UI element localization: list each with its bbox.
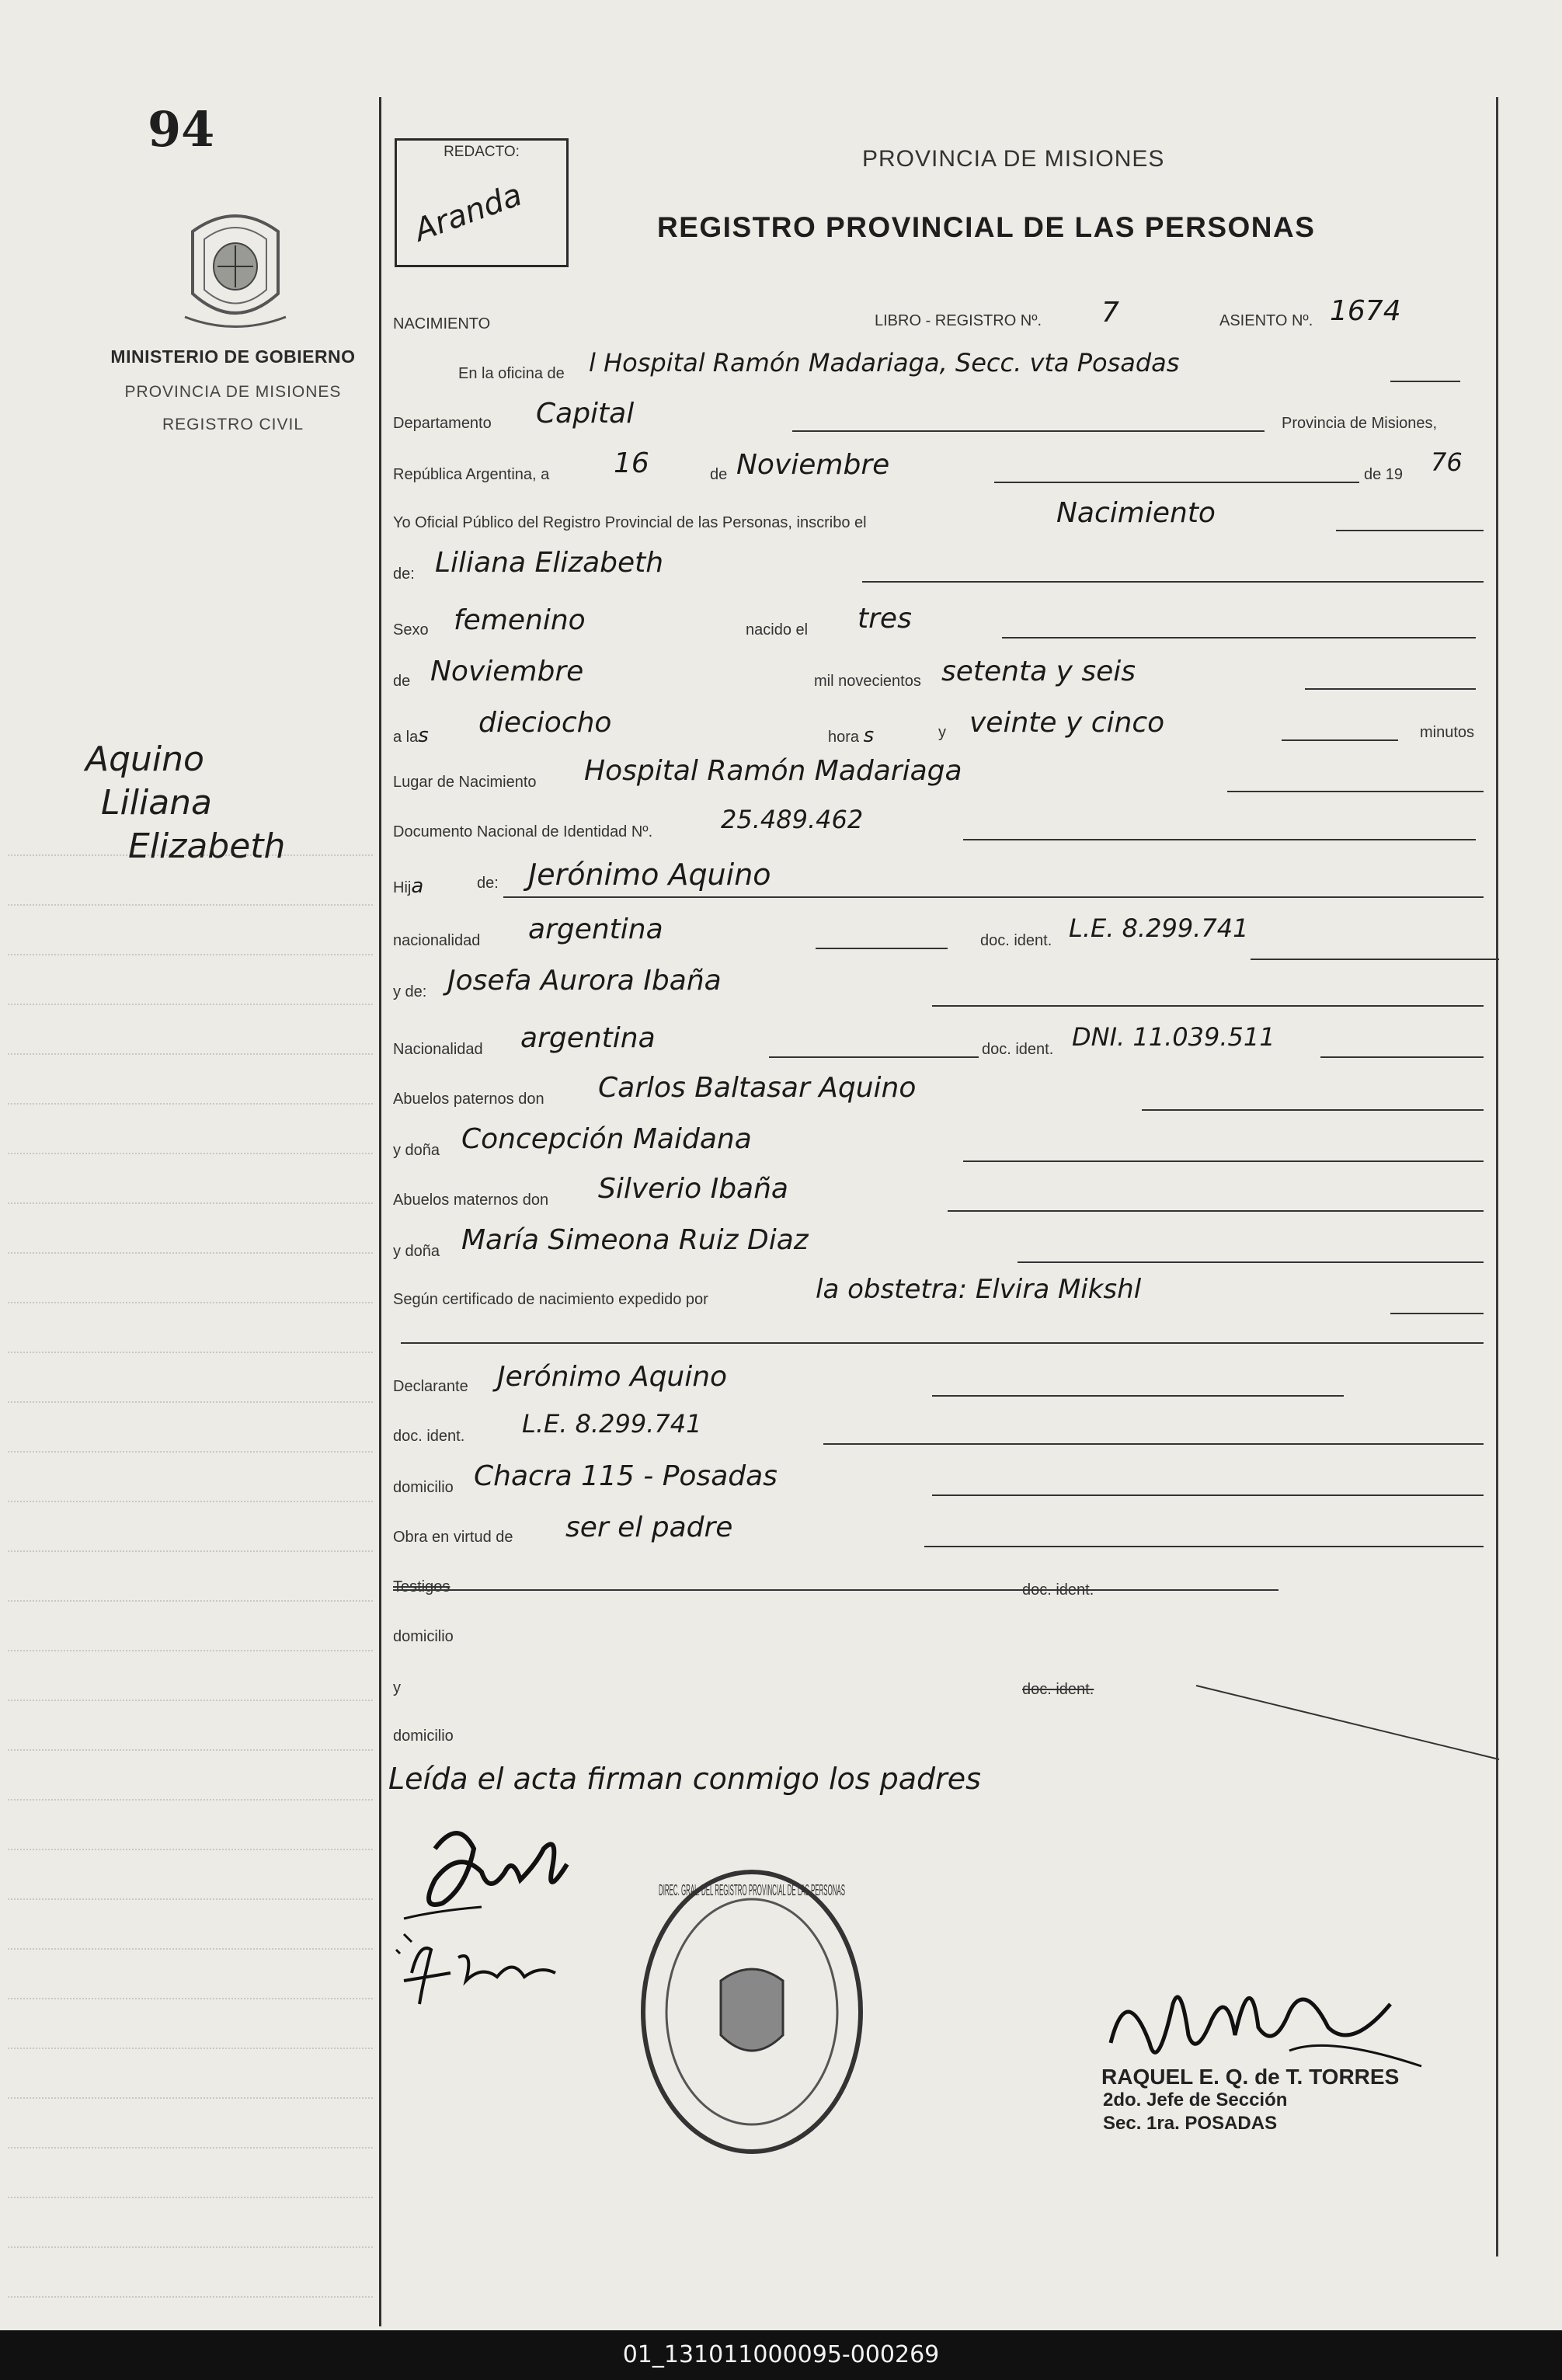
fill-line bbox=[823, 1443, 1484, 1445]
nacionalidad-madre-value: argentina bbox=[520, 1022, 656, 1054]
padre-value: Jerónimo Aquino bbox=[528, 858, 771, 892]
margin-note-line: Aquino bbox=[85, 739, 204, 779]
doc-declarante-value: L.E. 8.299.741 bbox=[522, 1409, 702, 1439]
fill-line bbox=[862, 581, 1484, 583]
margin-rule bbox=[8, 1700, 373, 1701]
hij-suffix: a bbox=[411, 875, 424, 898]
coat-of-arms-icon bbox=[177, 200, 294, 332]
abuelo-materno-value: Silverio Ibaña bbox=[598, 1173, 788, 1205]
certificado-value: la obstetra: Elvira Mikshl bbox=[816, 1274, 1142, 1305]
margin-rule bbox=[8, 1998, 373, 1999]
fill-line bbox=[1305, 688, 1476, 690]
nacido-el-value: tres bbox=[858, 603, 912, 635]
margin-rule bbox=[8, 1501, 373, 1502]
fill-line bbox=[1336, 530, 1484, 531]
margin-note bbox=[85, 738, 285, 868]
redacto-label: REDACTO: bbox=[444, 144, 520, 160]
testigos-label: Testigos bbox=[393, 1578, 451, 1595]
fill-line bbox=[1282, 739, 1398, 741]
obra-label: Obra en virtud de bbox=[393, 1529, 513, 1546]
declarante-label: Declarante bbox=[393, 1378, 468, 1395]
testigo-y-label: y bbox=[393, 1679, 401, 1696]
signature-father bbox=[388, 1818, 645, 2020]
margin-rule bbox=[8, 1550, 373, 1552]
page-number: 94 bbox=[148, 101, 215, 158]
republica-label: República Argentina, a bbox=[393, 466, 550, 483]
sexo-label: Sexo bbox=[393, 621, 429, 638]
fill-line bbox=[994, 482, 1359, 483]
fill-line bbox=[963, 839, 1476, 840]
declarante-value: Jerónimo Aquino bbox=[497, 1361, 728, 1393]
asiento-value: 1674 bbox=[1330, 295, 1401, 327]
oficial-label: Yo Oficial Público del Registro Provincial de las Personas, inscribo el bbox=[393, 514, 867, 531]
minutos-label: minutos bbox=[1420, 724, 1475, 741]
margin-rule bbox=[8, 2246, 373, 2248]
fill-line bbox=[932, 1005, 1484, 1007]
de-label: de bbox=[710, 466, 728, 483]
hij-text: Hij bbox=[393, 879, 412, 896]
fill-line bbox=[932, 1395, 1344, 1397]
official-office: Sec. 1ra. POSADAS bbox=[1103, 2113, 1278, 2134]
abuela-paterna-value: Concepción Maidana bbox=[461, 1123, 752, 1155]
abuelo-materno-label: Abuelos maternos don bbox=[393, 1192, 549, 1209]
ministry-label: MINISTERIO DE GOBIERNO bbox=[110, 346, 356, 367]
de-mes-label: de bbox=[393, 673, 411, 690]
minutos-value: veinte y cinco bbox=[969, 707, 1165, 739]
doc-madre-label: doc. ident. bbox=[982, 1041, 1054, 1058]
margin-rule bbox=[8, 1451, 373, 1453]
testigo-domicilio2-label: domicilio bbox=[393, 1728, 454, 1745]
segun-label: Según certificado de nacimiento expedido por bbox=[393, 1291, 708, 1308]
testigo-domicilio-label: domicilio bbox=[393, 1628, 454, 1645]
fill-line bbox=[503, 896, 1484, 898]
fill-line bbox=[1390, 381, 1460, 382]
margin-rule bbox=[8, 2097, 373, 2099]
dni-label: Documento Nacional de Identidad Nº. bbox=[393, 823, 653, 840]
margin-rule bbox=[8, 904, 373, 906]
fill-line bbox=[401, 1342, 1484, 1344]
margin-rule bbox=[8, 1849, 373, 1850]
province-title: PROVINCIA DE MISIONES bbox=[862, 146, 1165, 172]
fill-line bbox=[948, 1210, 1484, 1212]
hij-label bbox=[393, 875, 423, 898]
margin-rule bbox=[8, 1650, 373, 1651]
fill-line bbox=[1002, 637, 1476, 638]
fill-line bbox=[924, 1546, 1484, 1547]
redacto-signature: Aranda bbox=[409, 176, 527, 249]
fill-line bbox=[1320, 1056, 1484, 1058]
nombre-value: Liliana Elizabeth bbox=[435, 547, 664, 579]
right-margin-line bbox=[1496, 97, 1498, 2256]
year-prefix-label: de 19 bbox=[1364, 466, 1404, 483]
horas-suffix: s bbox=[863, 724, 875, 747]
y-label: y bbox=[938, 724, 946, 741]
domicilio-label: domicilio bbox=[393, 1479, 454, 1496]
a-las-label bbox=[393, 724, 429, 747]
nacionalidad-padre-label: nacionalidad bbox=[393, 932, 481, 949]
libro-label: LIBRO - REGISTRO Nº. bbox=[875, 312, 1042, 329]
official-title: 2do. Jefe de Sección bbox=[1103, 2089, 1288, 2110]
y-de-madre-label: y de: bbox=[393, 983, 427, 1000]
fill-line bbox=[932, 1494, 1484, 1496]
testigo-doc2-label: doc. ident. bbox=[1022, 1681, 1094, 1698]
abuelo-paterno-value: Carlos Baltasar Aquino bbox=[598, 1072, 917, 1104]
obra-value: ser el padre bbox=[565, 1512, 733, 1543]
horas-label bbox=[828, 724, 874, 747]
nacionalidad-madre-label: Nacionalidad bbox=[393, 1041, 483, 1058]
inscribo-value: Nacimiento bbox=[1056, 497, 1216, 529]
a-las-text: a la bbox=[393, 729, 419, 746]
mes-nacimiento-value: Noviembre bbox=[430, 656, 584, 687]
a-las-suffix: s bbox=[418, 724, 429, 747]
departamento-value: Capital bbox=[536, 398, 635, 430]
nacimiento-label: NACIMIENTO bbox=[393, 315, 491, 332]
registry-title: REGISTRO PROVINCIAL DE LAS PERSONAS bbox=[657, 211, 1316, 243]
nacido-el-label: nacido el bbox=[746, 621, 809, 638]
day-value: 16 bbox=[614, 447, 649, 479]
libro-value: 7 bbox=[1101, 297, 1119, 329]
dni-value: 25.489.462 bbox=[721, 805, 864, 834]
oficina-value: l Hospital Ramón Madariaga, Secc. vta Posadas bbox=[589, 348, 1180, 378]
de-padre-label: de: bbox=[477, 875, 499, 892]
margin-rule bbox=[8, 1202, 373, 1204]
nacionalidad-padre-value: argentina bbox=[528, 913, 663, 945]
sexo-value: femenino bbox=[454, 604, 586, 636]
margin-note-line: Elizabeth bbox=[128, 826, 286, 866]
mil-novecientos-label: mil novecientos bbox=[814, 673, 921, 690]
fill-line bbox=[1390, 1313, 1484, 1314]
provincia-misiones-label: Provincia de Misiones, bbox=[1282, 415, 1438, 432]
lugar-value: Hospital Ramón Madariaga bbox=[584, 755, 962, 787]
asiento-label: ASIENTO Nº. bbox=[1219, 312, 1313, 329]
fill-line bbox=[1251, 959, 1499, 960]
domicilio-value: Chacra 115 - Posadas bbox=[474, 1460, 778, 1492]
margin-rule bbox=[8, 1799, 373, 1801]
margin-rule bbox=[8, 1004, 373, 1005]
margin-rule bbox=[8, 1749, 373, 1751]
fill-line bbox=[1018, 1261, 1484, 1263]
abuelo-paterno-label: Abuelos paternos don bbox=[393, 1091, 544, 1108]
margin-rule bbox=[8, 2296, 373, 2298]
madre-value: Josefa Aurora Ibaña bbox=[447, 965, 722, 997]
strike-diagonal bbox=[1196, 1686, 1499, 1763]
province-label: PROVINCIA DE MISIONES bbox=[124, 383, 342, 401]
doc-madre-value: DNI. 11.039.511 bbox=[1072, 1022, 1275, 1052]
margin-rule bbox=[8, 954, 373, 955]
margin-rule bbox=[8, 1898, 373, 1900]
horas-text: hora bbox=[828, 729, 860, 746]
fill-line bbox=[963, 1160, 1484, 1162]
fill-line bbox=[769, 1056, 979, 1058]
margin-rule bbox=[8, 2048, 373, 2049]
margin-rule bbox=[8, 1153, 373, 1154]
doc-padre-value: L.E. 8.299.741 bbox=[1069, 913, 1249, 943]
registry-seal bbox=[635, 1864, 868, 2159]
anio-nacimiento-value: setenta y seis bbox=[941, 656, 1136, 687]
official-name: RAQUEL E. Q. de T. TORRES bbox=[1101, 2065, 1400, 2089]
fill-line bbox=[792, 430, 1265, 432]
margin-rule bbox=[8, 1401, 373, 1403]
month-value: Noviembre bbox=[736, 449, 890, 481]
margin-rule bbox=[8, 1103, 373, 1105]
margin-note-line: Liliana bbox=[101, 783, 212, 823]
strike-line bbox=[393, 1589, 1278, 1591]
margin-rule bbox=[8, 1302, 373, 1303]
margin-rule bbox=[8, 1053, 373, 1055]
departamento-label: Departamento bbox=[393, 415, 492, 432]
fill-line bbox=[1142, 1109, 1484, 1111]
fill-line bbox=[1227, 791, 1484, 792]
margin-rule bbox=[8, 1948, 373, 1950]
lugar-label: Lugar de Nacimiento bbox=[393, 774, 537, 791]
civil-registry-label: REGISTRO CIVIL bbox=[162, 416, 304, 433]
de-nombre-label: de: bbox=[393, 565, 415, 583]
testigo-doc-label: doc. ident. bbox=[1022, 1581, 1094, 1599]
margin-rule bbox=[8, 2197, 373, 2198]
footer-id: 01_131011000095-000269 bbox=[0, 2330, 1562, 2380]
seal-text: DIREC. GRAL. DEL REGISTRO PROVINCIAL DE LAS PERSONAS bbox=[659, 1882, 845, 1899]
doc-padre-label: doc. ident. bbox=[980, 932, 1052, 949]
hora-value: dieciocho bbox=[478, 707, 612, 739]
fill-line bbox=[816, 948, 948, 949]
year-value: 76 bbox=[1431, 447, 1463, 477]
abuela-paterna-label: y doña bbox=[393, 1142, 440, 1159]
doc-declarante-label: doc. ident. bbox=[393, 1428, 465, 1445]
abuela-materna-value: María Simeona Ruiz Diaz bbox=[461, 1224, 809, 1256]
oficina-label: En la oficina de bbox=[458, 365, 565, 382]
redacto-box bbox=[395, 138, 569, 267]
margin-rule bbox=[8, 1600, 373, 1602]
margin-rule bbox=[8, 1252, 373, 1254]
margin-rule bbox=[8, 2147, 373, 2149]
margin-line bbox=[379, 97, 381, 2326]
margin-rule bbox=[8, 1352, 373, 1353]
leida-text: Leída el acta firman conmigo los padres bbox=[388, 1762, 981, 1796]
abuela-materna-label: y doña bbox=[393, 1243, 440, 1260]
